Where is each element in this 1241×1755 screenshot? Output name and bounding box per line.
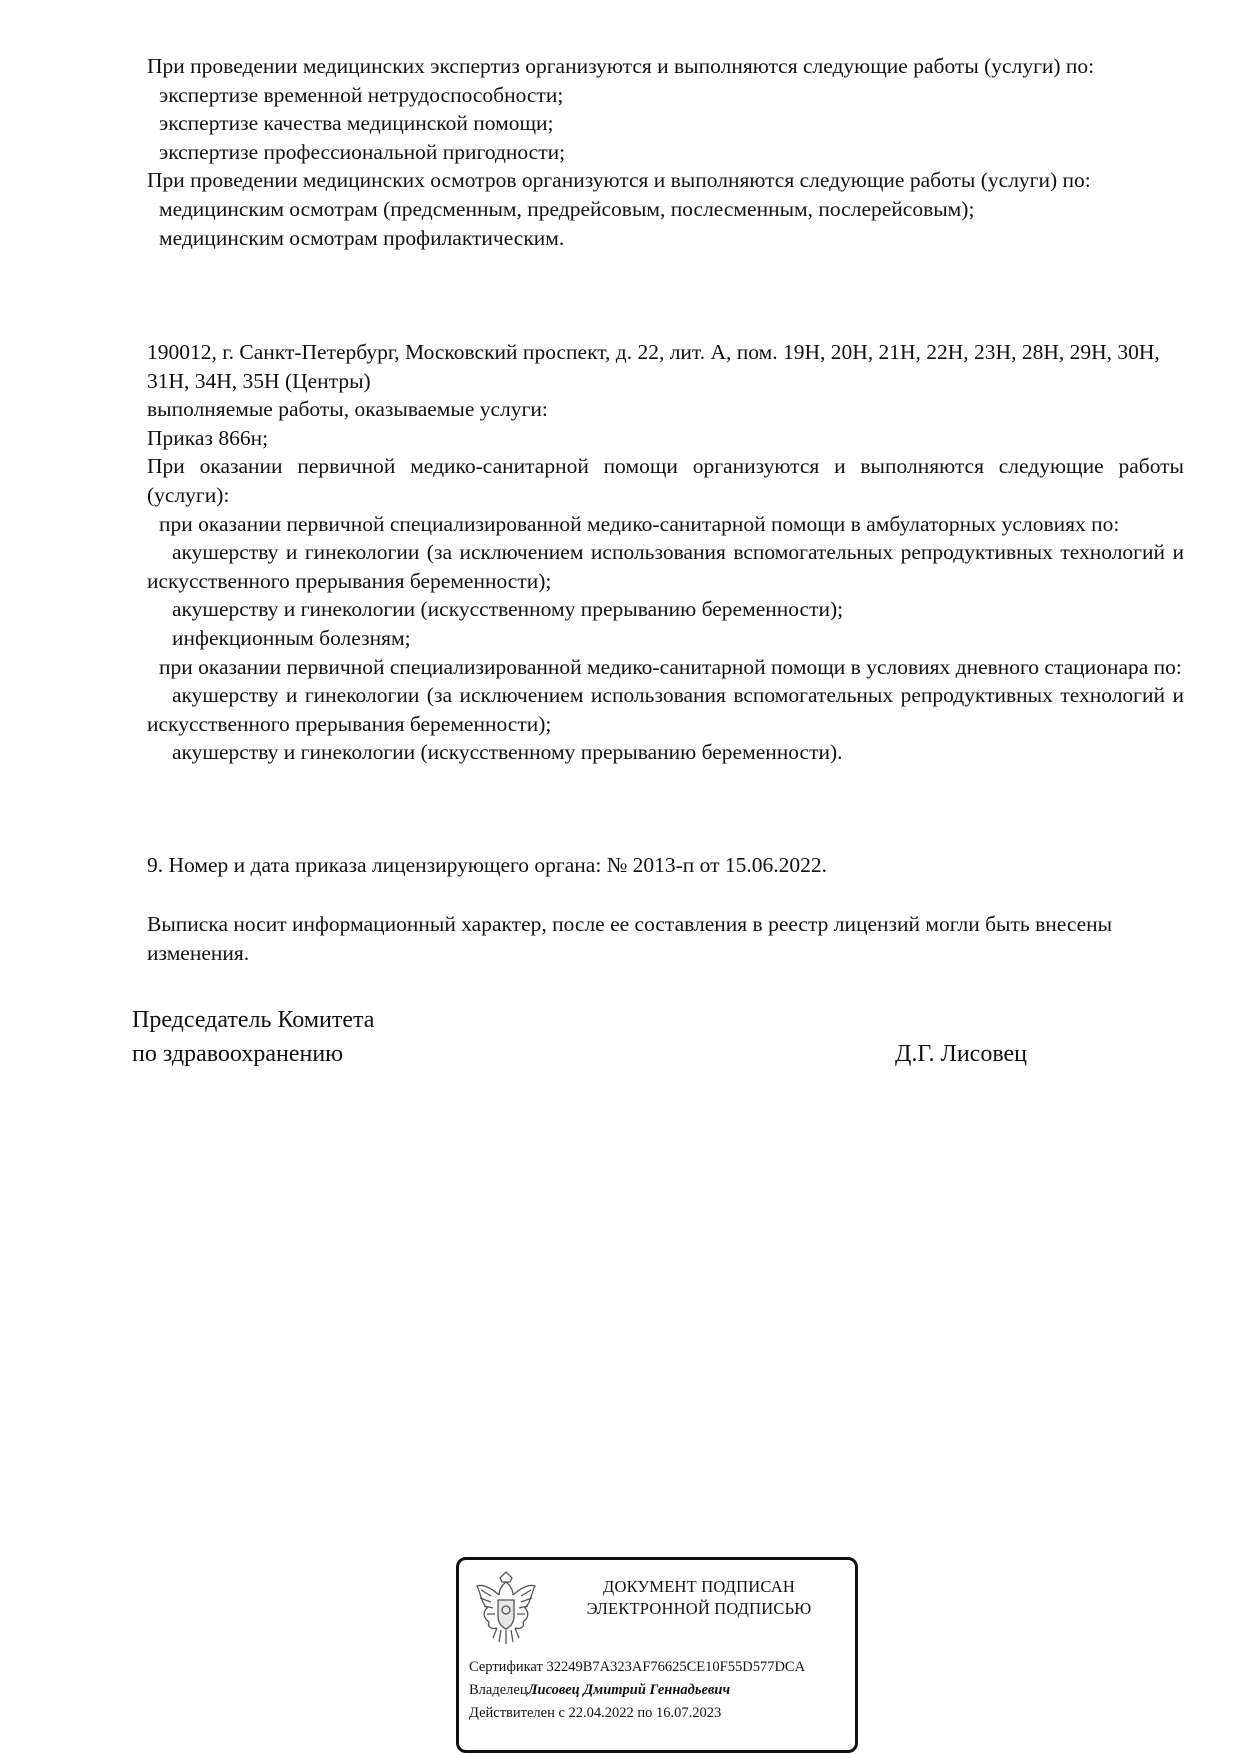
notice-section xyxy=(147,910,1184,967)
expertise-item: экспертизе временной нетрудоспособности; xyxy=(159,82,564,107)
stamp-details xyxy=(469,1656,855,1725)
electronic-signature-stamp xyxy=(456,1557,858,1753)
signatory-title-line: Председатель Комитета xyxy=(132,1007,375,1033)
ambulatory-intro: при оказании первичной специализированной медико-санитарной помощи в амбулаторных условиях по: xyxy=(159,511,1120,536)
ambulatory-item: инфекционным болезням; xyxy=(172,625,411,650)
stamp-heading-line: ДОКУМЕНТ ПОДПИСАН xyxy=(603,1577,795,1596)
certificate-label: Сертификат xyxy=(469,1659,543,1675)
signatory-title xyxy=(132,1003,374,1071)
notice-text: Выписка носит информационный характер, после ее составления в реестр лицензий могли быть внесены изменения. xyxy=(147,912,1113,965)
exam-item: медицинским осмотрам профилактическим. xyxy=(159,225,565,250)
exam-item: медицинским осмотрам (предсменным, предрейсовым, послесменным, послерейсовым); xyxy=(159,196,975,221)
expertise-item: экспертизе качества медицинской помощи; xyxy=(159,111,554,136)
day-hospital-intro: при оказании первичной специализированной медико-санитарной помощи в условиях дневного стационара по: xyxy=(159,654,1182,679)
signatory-name: Д.Г. Лисовец xyxy=(895,1041,1027,1067)
expertise-item: экспертизе профессиональной пригодности; xyxy=(159,139,566,164)
order-number-line xyxy=(147,851,1184,880)
stamp-heading-line: ЭЛЕКТРОННОЙ ПОДПИСЬЮ xyxy=(586,1599,812,1618)
expertise-intro: При проведении медицинских экспертиз организуются и выполняются следующие работы (услуги) по: xyxy=(147,54,1095,78)
signatory-title-line: по здравоохранению xyxy=(132,1041,344,1067)
ambulatory-item: акушерству и гинекологии (искусственному прерыванию беременности); xyxy=(172,597,844,622)
works-label: выполняемые работы, оказываемые услуги: xyxy=(147,397,548,422)
validity-line: Действителен с 22.04.2022 по 16.07.2023 xyxy=(469,1705,722,1721)
certificate-line xyxy=(469,1656,855,1679)
day-hospital-item: акушерству и гинекологии (за исключением использования вспомогательных репродуктивных технологий и искусственного прерывания беременности); xyxy=(147,683,1184,736)
owner-line xyxy=(469,1679,855,1702)
order-reference: Приказ 866н; xyxy=(147,425,269,450)
primary-care-intro: При оказании первичной медико-санитарной помощи организуются и выполняются следующие работы (услуги): xyxy=(147,454,1184,507)
owner-label: Владелец xyxy=(469,1682,528,1698)
owner-name: Лисовец Дмитрий Геннадьевич xyxy=(527,1682,731,1698)
address-line: 190012, г. Санкт-Петербург, Московский проспект, д. 22, лит. А, пом. 19Н, 20Н, 21Н, 22Н, 23Н, 28Н, 29Н, 30Н, 31Н, 34Н, 35Н (Центры) xyxy=(147,340,1160,393)
order-number-text: 9. Номер и дата приказа лицензирующего органа: № 2013-п от 15.06.2022. xyxy=(147,853,827,877)
ambulatory-item: акушерству и гинекологии (за исключением использования вспомогательных репродуктивных технологий и искусственного прерывания беременности); xyxy=(147,540,1184,593)
expertise-and-exams-section xyxy=(147,52,1184,252)
stamp-heading xyxy=(559,1576,839,1620)
address-section xyxy=(147,338,1184,767)
coat-of-arms-icon xyxy=(473,1568,539,1646)
day-hospital-item: акушерству и гинекологии (искусственному прерыванию беременности). xyxy=(172,740,843,765)
exams-intro: При проведении медицинских осмотров организуются и выполняются следующие работы (услуги) по: xyxy=(147,168,1091,193)
certificate-number: 32249B7A323AF76625CE10F55D577DCA xyxy=(546,1659,806,1675)
